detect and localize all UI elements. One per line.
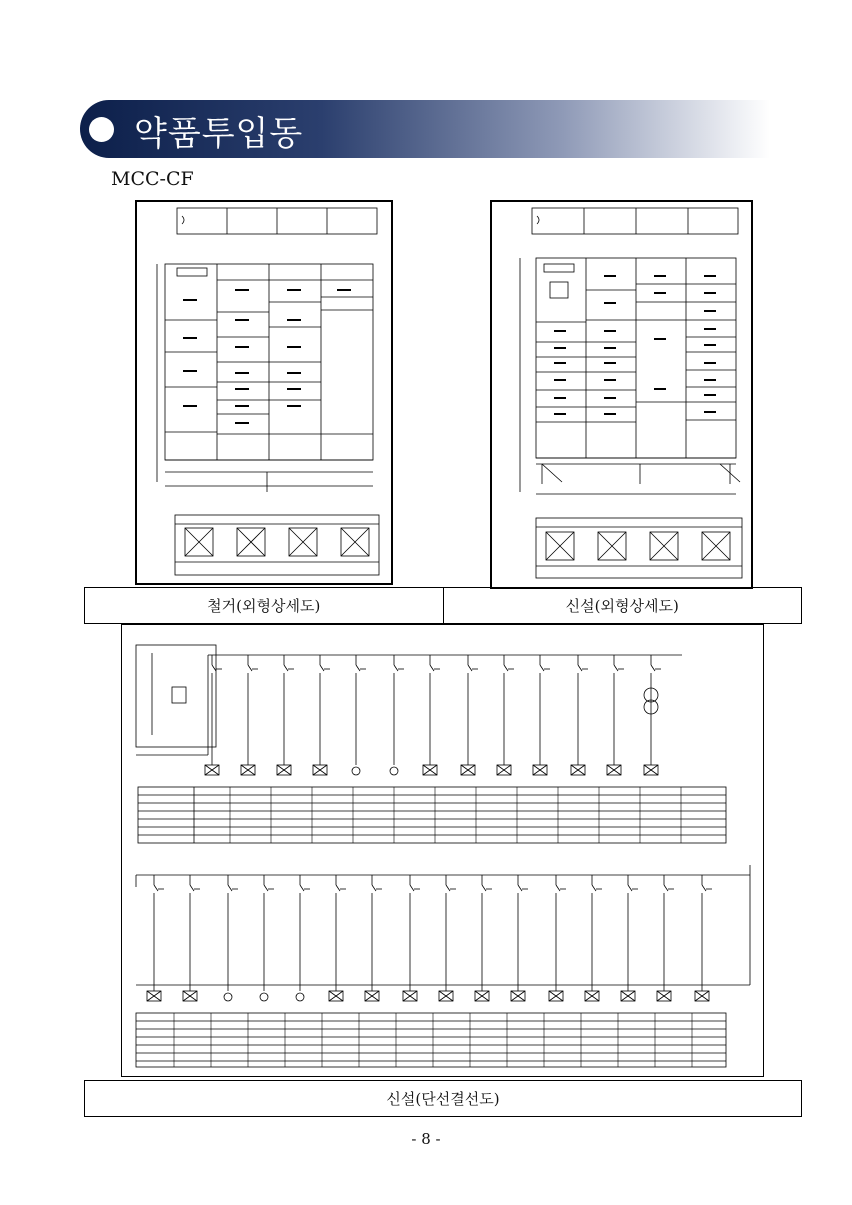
new-elevation-svg xyxy=(492,202,751,587)
demolition-elevation-drawing xyxy=(135,200,393,585)
page-number: - 8 - xyxy=(411,1130,441,1148)
bullet-icon xyxy=(89,117,114,142)
single-line-diagram xyxy=(121,624,764,1077)
elevation-caption-row xyxy=(84,587,802,624)
demolition-elevation-svg xyxy=(137,202,391,583)
panel-subtitle: MCC-CF xyxy=(111,168,194,190)
page-title: 약품투입동 xyxy=(134,114,304,154)
new-caption: 신설(외형상세도) xyxy=(443,588,802,623)
single-line-caption: 신설(단선결선도) xyxy=(84,1080,802,1117)
demolition-caption: 철거(외형상세도) xyxy=(207,597,321,615)
single-line-svg xyxy=(122,625,763,1076)
new-elevation-drawing xyxy=(490,200,753,589)
